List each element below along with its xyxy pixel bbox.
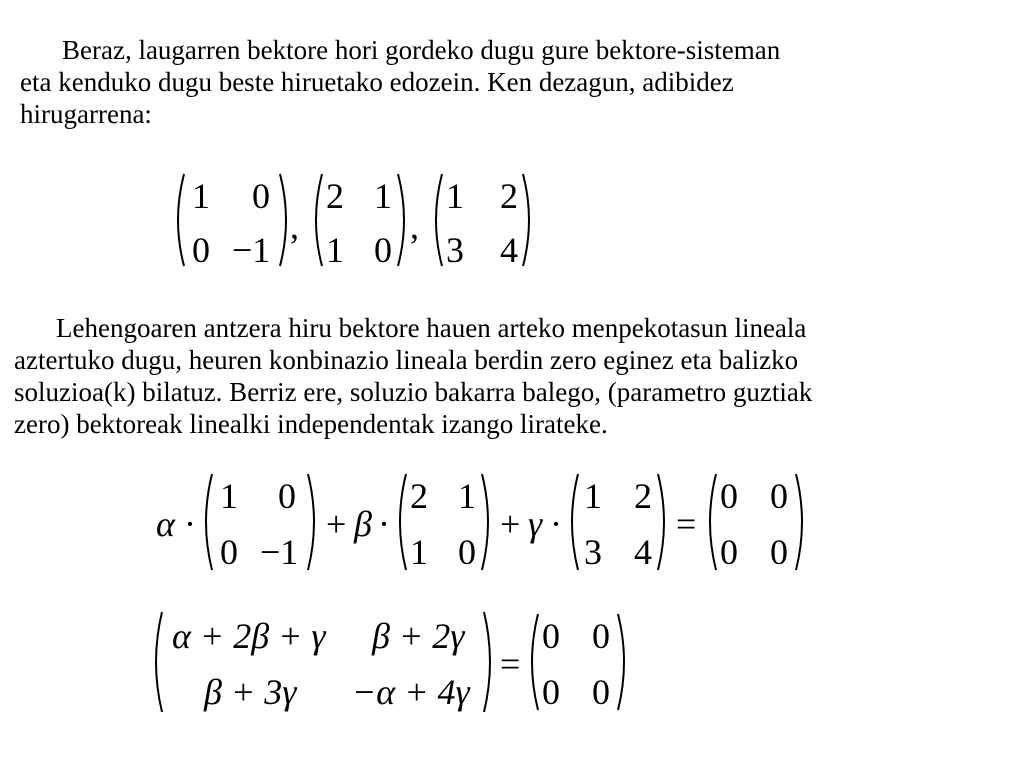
matrix-cell: 0 (720, 476, 738, 516)
eq1-matrix-3 (430, 170, 535, 270)
matrix-cell: 0 (192, 230, 210, 270)
plus-operator: + (326, 504, 347, 544)
matrix-cell: 0 (458, 532, 476, 572)
alpha-symbol: α (156, 504, 175, 544)
matrix-cell: α + 2β + γ (172, 616, 326, 656)
dot-operator: · (550, 504, 562, 544)
eq3-matrix-zero (526, 610, 630, 714)
matrix-cell: −1 (260, 532, 299, 572)
equals-sign: = (676, 504, 697, 544)
paragraph-1-line-3: hirugarrena: (20, 99, 152, 129)
paragraph-2-line-2: aztertuko dugu, heuren konbinazio lineala berdin zero eginez eta balizko (14, 345, 799, 375)
eq2-matrix-1 (200, 470, 320, 574)
matrix-cell: 2 (326, 176, 344, 216)
matrix-cell: −1 (232, 230, 271, 270)
matrix-cell: β + 3γ (204, 672, 297, 712)
eq2-matrix-2 (394, 470, 494, 574)
eq2-matrix-zero (704, 470, 808, 574)
matrix-cell: 1 (326, 230, 344, 270)
dot-operator: · (378, 504, 390, 544)
matrix-cell: 0 (542, 672, 560, 712)
paragraph-1-line-2: eta kenduko dugu beste hiruetako edozein. Ken dezagun, adibidez (20, 67, 734, 97)
matrix-cell: 1 (410, 532, 428, 572)
matrix-cell: 0 (278, 476, 296, 516)
matrix-cell: β + 2γ (372, 616, 465, 656)
matrix-cell: 0 (770, 476, 788, 516)
matrix-cell: 1 (458, 476, 476, 516)
matrix-cell: 1 (584, 476, 602, 516)
matrix-cell: 0 (374, 230, 392, 270)
matrix-cell: 2 (410, 476, 428, 516)
matrix-cell: 2 (500, 176, 518, 216)
matrix-cell: 0 (720, 532, 738, 572)
matrix-cell: 2 (634, 476, 652, 516)
comma: , (410, 206, 419, 246)
plus-operator: + (500, 504, 521, 544)
matrix-cell: −α + 4γ (352, 672, 470, 712)
eq2-matrix-2-brackets (394, 470, 494, 574)
matrix-cell: 0 (770, 532, 788, 572)
paragraph-1 (20, 34, 780, 130)
eq2-matrix-3-brackets (566, 470, 670, 574)
matrix-cell: 1 (446, 176, 464, 216)
matrix-cell: 0 (592, 672, 610, 712)
paragraph-1-line-1: Beraz, laugarren bektore hori gordeko dugu gure bektore-sisteman (62, 35, 781, 65)
paragraph-2-line-1: Lehengoaren antzera hiru bektore hauen arteko menpekotasun lineala (56, 313, 807, 343)
matrix-cell: 1 (220, 476, 238, 516)
paragraph-2-line-3: soluzioa(k) bilatuz. Berriz ere, soluzio bakarra balego, (parametro guztiak (14, 377, 813, 407)
paragraph-2-line-4: zero) bektoreak linealki independentak izango lirateke. (14, 409, 608, 439)
dot-operator: · (184, 504, 196, 544)
paragraph-2 (14, 312, 812, 440)
matrix-cell: 0 (220, 532, 238, 572)
matrix-cell: 0 (592, 616, 610, 656)
eq3-matrix-combined (150, 608, 496, 716)
matrix-cell: 1 (192, 176, 210, 216)
eq1-matrix-2 (310, 170, 410, 270)
beta-symbol: β (354, 504, 372, 544)
eq1-matrix-1 (172, 170, 292, 270)
matrix-cell: 0 (252, 176, 270, 216)
matrix-cell: 4 (500, 230, 518, 270)
comma: , (290, 206, 299, 246)
matrix-cell: 1 (374, 176, 392, 216)
eq2-matrix-3 (566, 470, 670, 574)
matrix-cell: 3 (584, 532, 602, 572)
matrix-cell: 0 (542, 616, 560, 656)
gamma-symbol: γ (528, 504, 543, 544)
equals-sign: = (500, 644, 521, 684)
eq1-matrix-2-brackets (310, 170, 410, 270)
matrix-cell: 3 (446, 230, 464, 270)
matrix-cell: 4 (634, 532, 652, 572)
